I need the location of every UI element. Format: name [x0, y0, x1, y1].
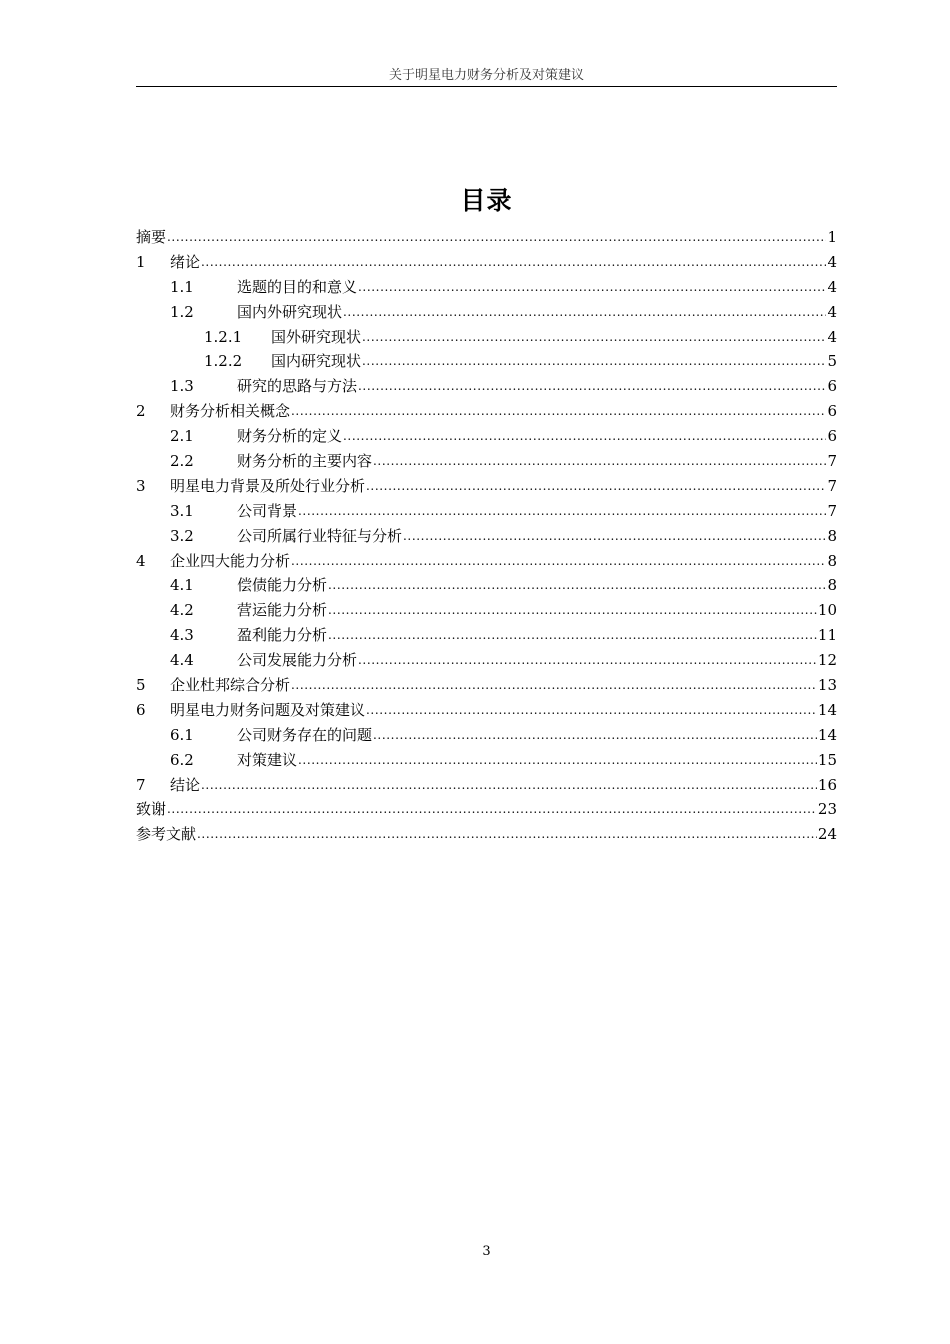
toc-entry-page: 12 — [817, 651, 837, 670]
toc-dot-leader — [358, 647, 817, 673]
toc-dot-leader — [291, 398, 826, 424]
toc-entry[interactable] — [136, 499, 837, 524]
toc-entry-number: 4.4 — [170, 651, 194, 670]
toc-entry[interactable] — [136, 623, 837, 648]
toc-entry[interactable] — [136, 325, 837, 350]
toc-dot-leader — [167, 224, 826, 250]
toc-entry-label: 明星电力财务问题及对策建议 — [170, 700, 366, 719]
toc-entry-page: 4 — [827, 302, 837, 321]
toc-entry-page: 6 — [827, 427, 837, 446]
toc-dot-leader — [362, 324, 826, 350]
toc-entry-label: 财务分析的定义 — [237, 427, 343, 446]
toc-entry-number: 1.2.1 — [204, 327, 243, 346]
toc-entry-page: 15 — [817, 750, 837, 769]
toc-entry-number: 2.1 — [170, 427, 194, 446]
toc-dot-leader — [298, 747, 817, 773]
toc-dot-leader — [362, 348, 826, 374]
toc-dot-leader — [373, 722, 817, 748]
toc-entry-number: 3 — [136, 476, 146, 495]
toc-entry[interactable] — [136, 673, 837, 698]
toc-entry-number: 1.2.2 — [204, 352, 243, 371]
toc-entry[interactable] — [136, 374, 837, 399]
toc-entry-number: 6.2 — [170, 750, 194, 769]
toc-dot-leader — [298, 498, 826, 524]
toc-entry-label: 国内研究现状 — [271, 352, 362, 371]
toc-dot-leader — [358, 274, 826, 300]
toc-entry-number: 1.3 — [170, 377, 194, 396]
toc-entry-page: 8 — [827, 576, 837, 595]
toc-entry[interactable] — [136, 573, 837, 598]
toc-entry[interactable] — [136, 822, 837, 847]
toc-entry[interactable] — [136, 773, 837, 798]
toc-entry-page: 7 — [827, 501, 837, 520]
toc-entry-label: 公司财务存在的问题 — [237, 725, 373, 744]
toc-entry-page: 14 — [817, 725, 837, 744]
toc-dot-leader — [197, 821, 817, 847]
toc-entry-page: 6 — [827, 402, 837, 421]
toc-entry-page: 1 — [827, 228, 837, 246]
toc-entry-number: 2.2 — [170, 452, 194, 471]
toc-entry-label: 国内外研究现状 — [237, 302, 343, 321]
toc-entry-number: 4 — [136, 551, 146, 570]
toc-entry-label: 选题的目的和意义 — [237, 277, 358, 296]
page-number: 3 — [482, 1244, 491, 1259]
toc-dot-leader — [328, 622, 817, 648]
toc-entry[interactable] — [136, 474, 837, 499]
toc-dot-leader — [201, 772, 817, 798]
toc-entry-page: 8 — [827, 526, 837, 545]
toc-dot-leader — [403, 523, 826, 549]
toc-entry-number: 1 — [136, 252, 146, 271]
toc-entry-label: 致谢 — [136, 800, 167, 819]
toc-entry-page: 7 — [827, 452, 837, 471]
toc-entry-page: 11 — [817, 626, 837, 645]
toc-entry-label: 公司发展能力分析 — [237, 651, 358, 670]
toc-entry-label: 结论 — [170, 775, 201, 794]
toc-entry-page: 10 — [817, 601, 837, 620]
toc-entry-label: 摘要 — [136, 228, 167, 246]
toc-entry[interactable] — [136, 300, 837, 325]
toc-entry-label: 偿债能力分析 — [237, 576, 328, 595]
toc-entry[interactable] — [136, 797, 837, 822]
toc-entry-number: 4.2 — [170, 601, 194, 620]
toc-entry[interactable] — [136, 275, 837, 300]
toc-entry-label: 国外研究现状 — [271, 327, 362, 346]
toc-dot-leader — [343, 423, 826, 449]
toc-title: 目录 — [460, 186, 513, 215]
toc-entry-number: 3.1 — [170, 501, 194, 520]
toc-entry-number: 6 — [136, 700, 146, 719]
toc-entry[interactable] — [136, 449, 837, 474]
toc-entry-page: 7 — [827, 476, 837, 495]
toc-dot-leader — [358, 373, 826, 399]
toc-entry[interactable] — [136, 349, 837, 374]
toc-entry[interactable] — [136, 524, 837, 549]
toc-entry-label: 公司所属行业特征与分析 — [237, 526, 403, 545]
table-of-contents — [136, 225, 837, 847]
toc-entry[interactable] — [136, 723, 837, 748]
toc-entry-page: 8 — [827, 551, 837, 570]
toc-dot-leader — [167, 796, 817, 822]
toc-entry-label: 公司背景 — [237, 501, 298, 520]
toc-dot-leader — [366, 473, 826, 499]
toc-entry-label: 明星电力背景及所处行业分析 — [170, 476, 366, 495]
toc-entry-number: 6.1 — [170, 725, 194, 744]
toc-entry-label: 研究的思路与方法 — [237, 377, 358, 396]
toc-entry-page: 4 — [827, 277, 837, 296]
toc-entry-page: 24 — [817, 825, 837, 844]
toc-dot-leader — [201, 249, 826, 275]
toc-entry[interactable] — [136, 549, 837, 574]
toc-entry[interactable] — [136, 648, 837, 673]
header-rule — [136, 86, 837, 87]
toc-entry-page: 23 — [817, 800, 837, 819]
toc-entry[interactable] — [136, 748, 837, 773]
toc-entry-number: 7 — [136, 775, 146, 794]
toc-entry-label: 盈利能力分析 — [237, 626, 328, 645]
toc-entry-number: 1.2 — [170, 302, 194, 321]
toc-entry[interactable] — [136, 250, 837, 275]
toc-dot-leader — [291, 672, 817, 698]
toc-entry-label: 营运能力分析 — [237, 601, 328, 620]
toc-entry-page: 4 — [827, 252, 837, 271]
toc-dot-leader — [328, 572, 826, 598]
toc-dot-leader — [366, 697, 817, 723]
toc-entry-number: 2 — [136, 402, 146, 421]
toc-entry-page: 6 — [827, 377, 837, 396]
toc-entry-number: 1.1 — [170, 277, 194, 296]
toc-entry-label: 企业杜邦综合分析 — [170, 676, 291, 695]
toc-entry-label: 财务分析的主要内容 — [237, 452, 373, 471]
toc-entry-label: 企业四大能力分析 — [170, 551, 291, 570]
toc-entry-page: 14 — [817, 700, 837, 719]
toc-entry-page: 5 — [827, 352, 837, 371]
toc-entry-label: 参考文献 — [136, 825, 197, 844]
running-header: 关于明星电力财务分析及对策建议 — [388, 68, 584, 83]
toc-entry-label: 对策建议 — [237, 750, 298, 769]
toc-entry-page: 13 — [817, 676, 837, 695]
toc-entry-number: 3.2 — [170, 526, 194, 545]
toc-dot-leader — [328, 597, 817, 623]
toc-entry-label: 绪论 — [170, 252, 201, 271]
toc-entry-number: 5 — [136, 676, 146, 695]
toc-dot-leader — [343, 299, 826, 325]
toc-entry-number: 4.1 — [170, 576, 194, 595]
toc-entry-label: 财务分析相关概念 — [170, 402, 291, 421]
toc-entry[interactable] — [136, 225, 837, 250]
toc-entry[interactable] — [136, 698, 837, 723]
toc-entry[interactable] — [136, 399, 837, 424]
toc-dot-leader — [373, 448, 826, 474]
toc-entry-page: 4 — [827, 327, 837, 346]
toc-entry-number: 4.3 — [170, 626, 194, 645]
toc-entry[interactable] — [136, 598, 837, 623]
toc-entry-page: 16 — [817, 775, 837, 794]
toc-dot-leader — [291, 548, 826, 574]
toc-entry[interactable] — [136, 424, 837, 449]
